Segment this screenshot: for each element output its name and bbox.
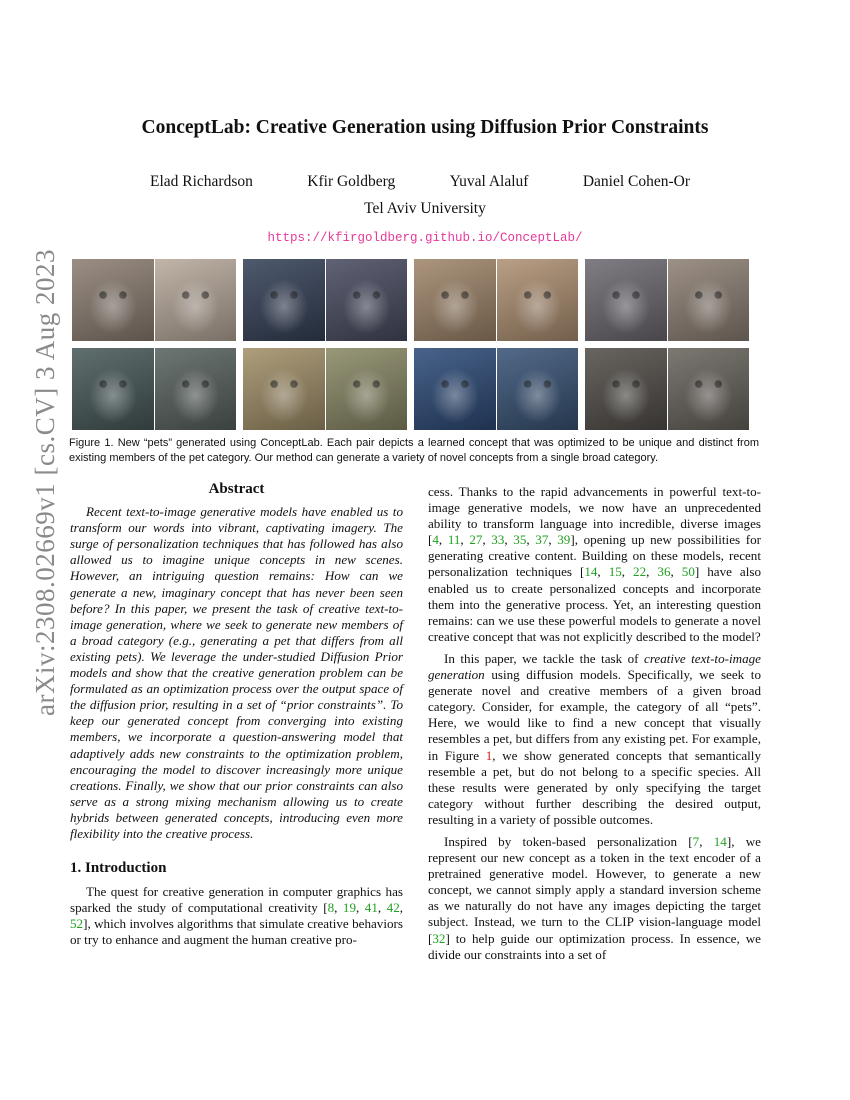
citation-link[interactable]: 7 — [692, 833, 700, 849]
citation-link[interactable]: 33 — [491, 532, 505, 548]
octopus-creature-image — [155, 348, 237, 430]
citation-link[interactable]: 22 — [633, 564, 647, 580]
blue-furry-creature-image — [414, 348, 496, 430]
owl-fluffy-creature-image — [155, 259, 237, 341]
image-pair — [414, 259, 578, 341]
author-name: Daniel Cohen-Or — [582, 173, 690, 190]
figure-link[interactable]: 1 — [485, 747, 493, 763]
teaser-figure — [72, 259, 750, 432]
feathered-creature-image — [243, 259, 325, 341]
section-heading: 1. Introduction — [70, 860, 167, 877]
citation-link[interactable]: 35 — [513, 532, 527, 548]
feathered-creature-image — [326, 259, 408, 341]
citation-link[interactable]: 27 — [469, 532, 483, 548]
right-column — [428, 484, 761, 969]
raccoon-snake-creature-image — [668, 348, 750, 430]
project-url[interactable]: https://kfirgoldberg.github.io/ConceptLab/ — [267, 231, 583, 245]
paper-title: ConceptLab: Creative Generation using Diffusion Prior Constraints — [141, 117, 709, 138]
affiliation: Tel Aviv University — [364, 200, 486, 217]
image-pair — [585, 348, 749, 430]
raccoon-snake-creature-image — [585, 348, 667, 430]
citation-link[interactable]: 19 — [342, 900, 357, 916]
citation-link[interactable]: 15 — [608, 564, 622, 580]
abstract-heading: Abstract — [208, 481, 265, 497]
image-pair — [243, 348, 407, 430]
image-pair — [585, 259, 749, 341]
author-name: Kfir Goldberg — [307, 173, 396, 190]
owl-fluffy-creature-image — [72, 259, 154, 341]
striped-curled-creature-image — [668, 259, 750, 341]
intro-paragraph: The quest for creative generation in computer graphics has sparked the study of computational creativity [8, 19, 41, 42, 52], which involves algorithms that simulate creative behaviors or try to enhance and augment the human creative pro- — [70, 884, 404, 948]
author-name: Yuval Alaluf — [449, 173, 529, 190]
citation-link[interactable]: 11 — [447, 532, 461, 548]
citation-link[interactable]: 36 — [657, 564, 671, 580]
citation-link[interactable]: 32 — [432, 930, 446, 946]
citation-link[interactable]: 14 — [713, 833, 727, 849]
intro-paragraph: cess. Thanks to the rapid advancements in powerful text-to-image generative models, we now have an unprecedented ability to transform language into incredible, diverse images [4, 11, 27, 33, 35, 37, 39], opening up new possibilities for generating creative content. Building on these models, recent personalization techniques [14, 15, 22, 36, 50] have also enabled us to create personalized concepts and incorporate them into the generative process. Yet, an interesting question remains: can we use these powerful models to generate a novel creative concept that was not explicitly described to the model? — [428, 484, 762, 644]
blue-furry-creature-image — [497, 348, 579, 430]
big-eared-creature-image — [497, 259, 579, 341]
image-pair — [243, 259, 407, 341]
figure-caption: Figure 1. New “pets” generated using ConceptLab. Each pair depicts a learned concept that was optimized to be unique and distinct from existing members of the pet category. Our method can generate a variety of novel concepts from a single broad category. — [69, 437, 759, 464]
frog-lizard-creature-image — [243, 348, 325, 430]
intro-paragraph: In this paper, we tackle the task of creative text-to-image generation using diffusion models. Specifically, we seek to generate novel and creative members of a given broad category. Consider, for example, the category of all “pets”. Here, we would like to find a new concept that visually resembles a pet, but differs from any existing pet. For example, in Figure 1, we show generated concepts that semantically resemble a pet, but do not belong to a specific species. All these results were generated by only specifying the target category without further describing the desired output, resulting in a variety of possible outcomes. — [428, 650, 761, 827]
citation-link[interactable]: 41 — [364, 900, 378, 916]
citation-link[interactable]: 37 — [535, 532, 549, 548]
citation-link[interactable]: 8 — [327, 900, 335, 916]
abstract-text: Recent text-to-image generative models have enabled us to transform our words into vibrant, captivating imagery. The surge of personalization techniques that has followed has also allowed us to imagine unique concepts in new scenes. However, an intriguing question remains: How can we generate a new, imaginary concept that has never been seen before? In this paper, we present the task of creative text-to-image generation, where we seek to generate new members of a broad category (e.g., generating a pet that differs from all existing pets). We leverage the under-studied Diffusion Prior models and show that the creative generation problem can be formulated as an optimization process over the output space of the diffusion prior, resulting in a set of “prior constraints”. To keep our generated concept from converging into existing members, we incorporate a question-answering model that adaptively adds new constraints to the optimization problem, encouraging the model to discover increasingly more unique creations. Finally, we show that our prior constraints can also serve as a strong mixing mechanism allowing us to create hybrids between generated concepts, introducing even more flexibility into the creative process. — [70, 504, 403, 841]
frog-lizard-creature-image — [326, 348, 408, 430]
arxiv-identifier — [22, 248, 68, 716]
author-name: Elad Richardson — [150, 173, 253, 190]
octopus-creature-image — [72, 348, 154, 430]
left-column — [70, 481, 403, 955]
image-pair — [72, 348, 236, 430]
big-eared-creature-image — [414, 259, 496, 341]
image-pair — [72, 259, 236, 341]
citation-link[interactable]: 4 — [432, 532, 439, 548]
citation-link[interactable]: 42 — [386, 900, 400, 916]
intro-paragraph: Inspired by token-based personalization [7, 14], we represent our new concept as a token in the text encoder of a pretrained generative model. However, to generate a new concept, we cannot simply apply a standard inversion scheme as we naturally do not have any images depicting the target subject. Instead, we turn to the CLIP vision-language model [32] to help guide our optimization process. In essence, we divide our constraints into a set of — [428, 833, 761, 962]
citation-link[interactable]: 14 — [584, 564, 598, 580]
arxiv-id-text: arXiv:2308.02669v1 [cs.CV] 3 Aug 2023 — [29, 248, 60, 716]
citation-link[interactable]: 50 — [681, 564, 695, 580]
author-list — [150, 173, 690, 191]
citation-link[interactable]: 39 — [557, 532, 571, 548]
striped-curled-creature-image — [585, 259, 667, 341]
citation-link[interactable]: 52 — [70, 916, 84, 932]
image-pair — [414, 348, 578, 430]
